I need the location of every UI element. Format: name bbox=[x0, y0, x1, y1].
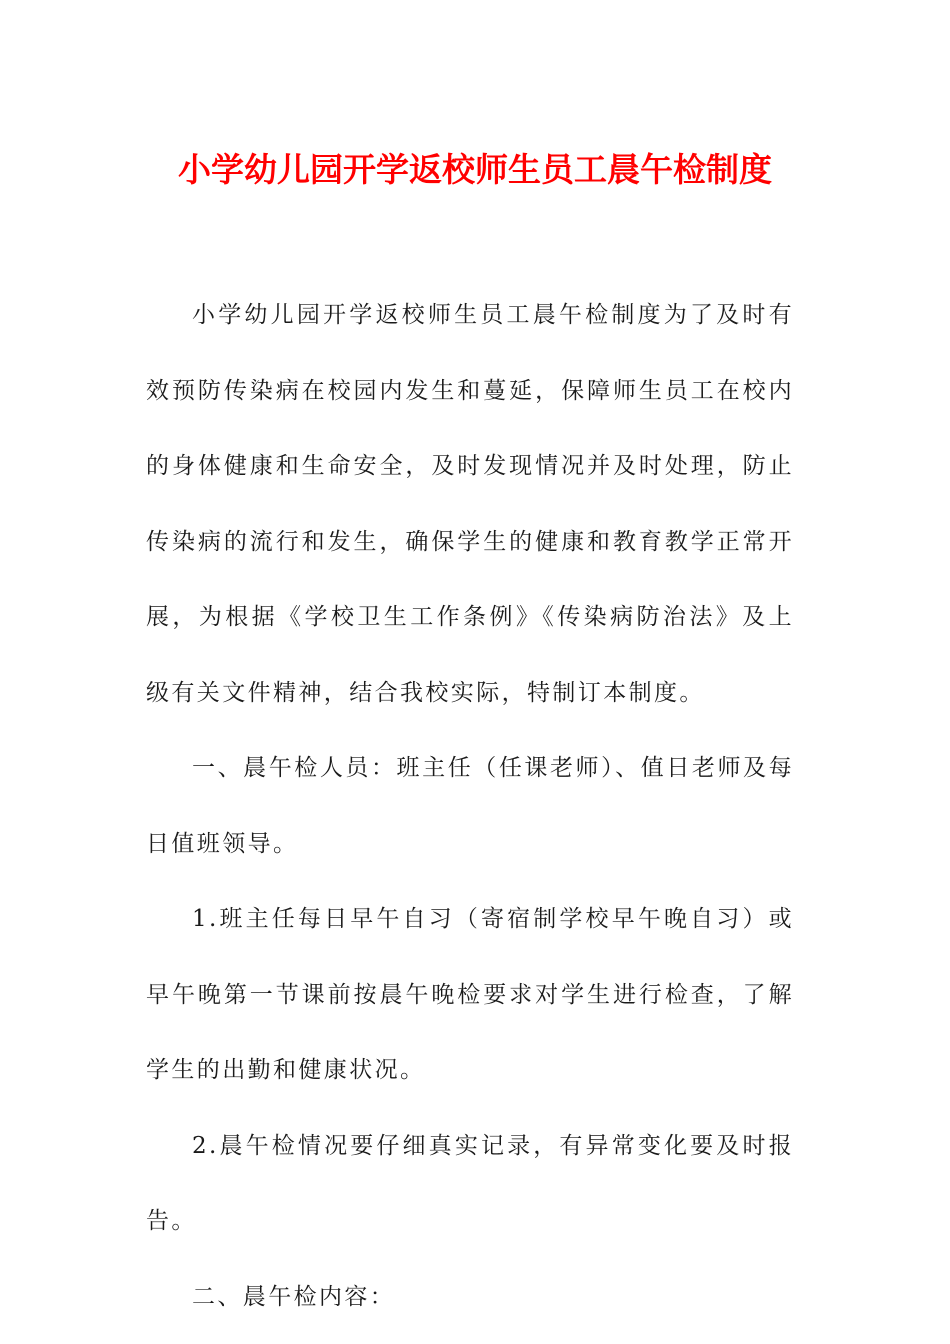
paragraph-item-1: 1.班主任每日早午自习（寄宿制学校早午晚自习）或早午晚第一节课前按晨午晚检要求对学生进行检查，了解学生的出勤和健康状况。 bbox=[146, 906, 794, 1083]
paragraph-section-2: 二、晨午检内容： bbox=[192, 1283, 396, 1310]
paragraph-section-1: 一、晨午检人员：班主任（任课老师）、值日老师及每日值班领导。 bbox=[146, 755, 794, 857]
paragraph-item-2: 2.晨午检情况要仔细真实记录，有异常变化要及时报告。 bbox=[146, 1132, 794, 1234]
document-title: 小学幼儿园开学返校师生员工晨午检制度 bbox=[178, 150, 772, 189]
paragraph-intro: 小学幼儿园开学返校师生员工晨午检制度为了及时有效预防传染病在校园内发生和蔓延，保障师生员工在校内的身体健康和生命安全，及时发现情况并及时处理，防止传染病的流行和发生，确保学生的健康和教育教学正常开展，为根据《学校卫生工作条例》《传染病防治法》及上级有关文件精神，结合我校实际，特制订本制度。 bbox=[146, 302, 794, 706]
document-body bbox=[146, 278, 794, 1335]
